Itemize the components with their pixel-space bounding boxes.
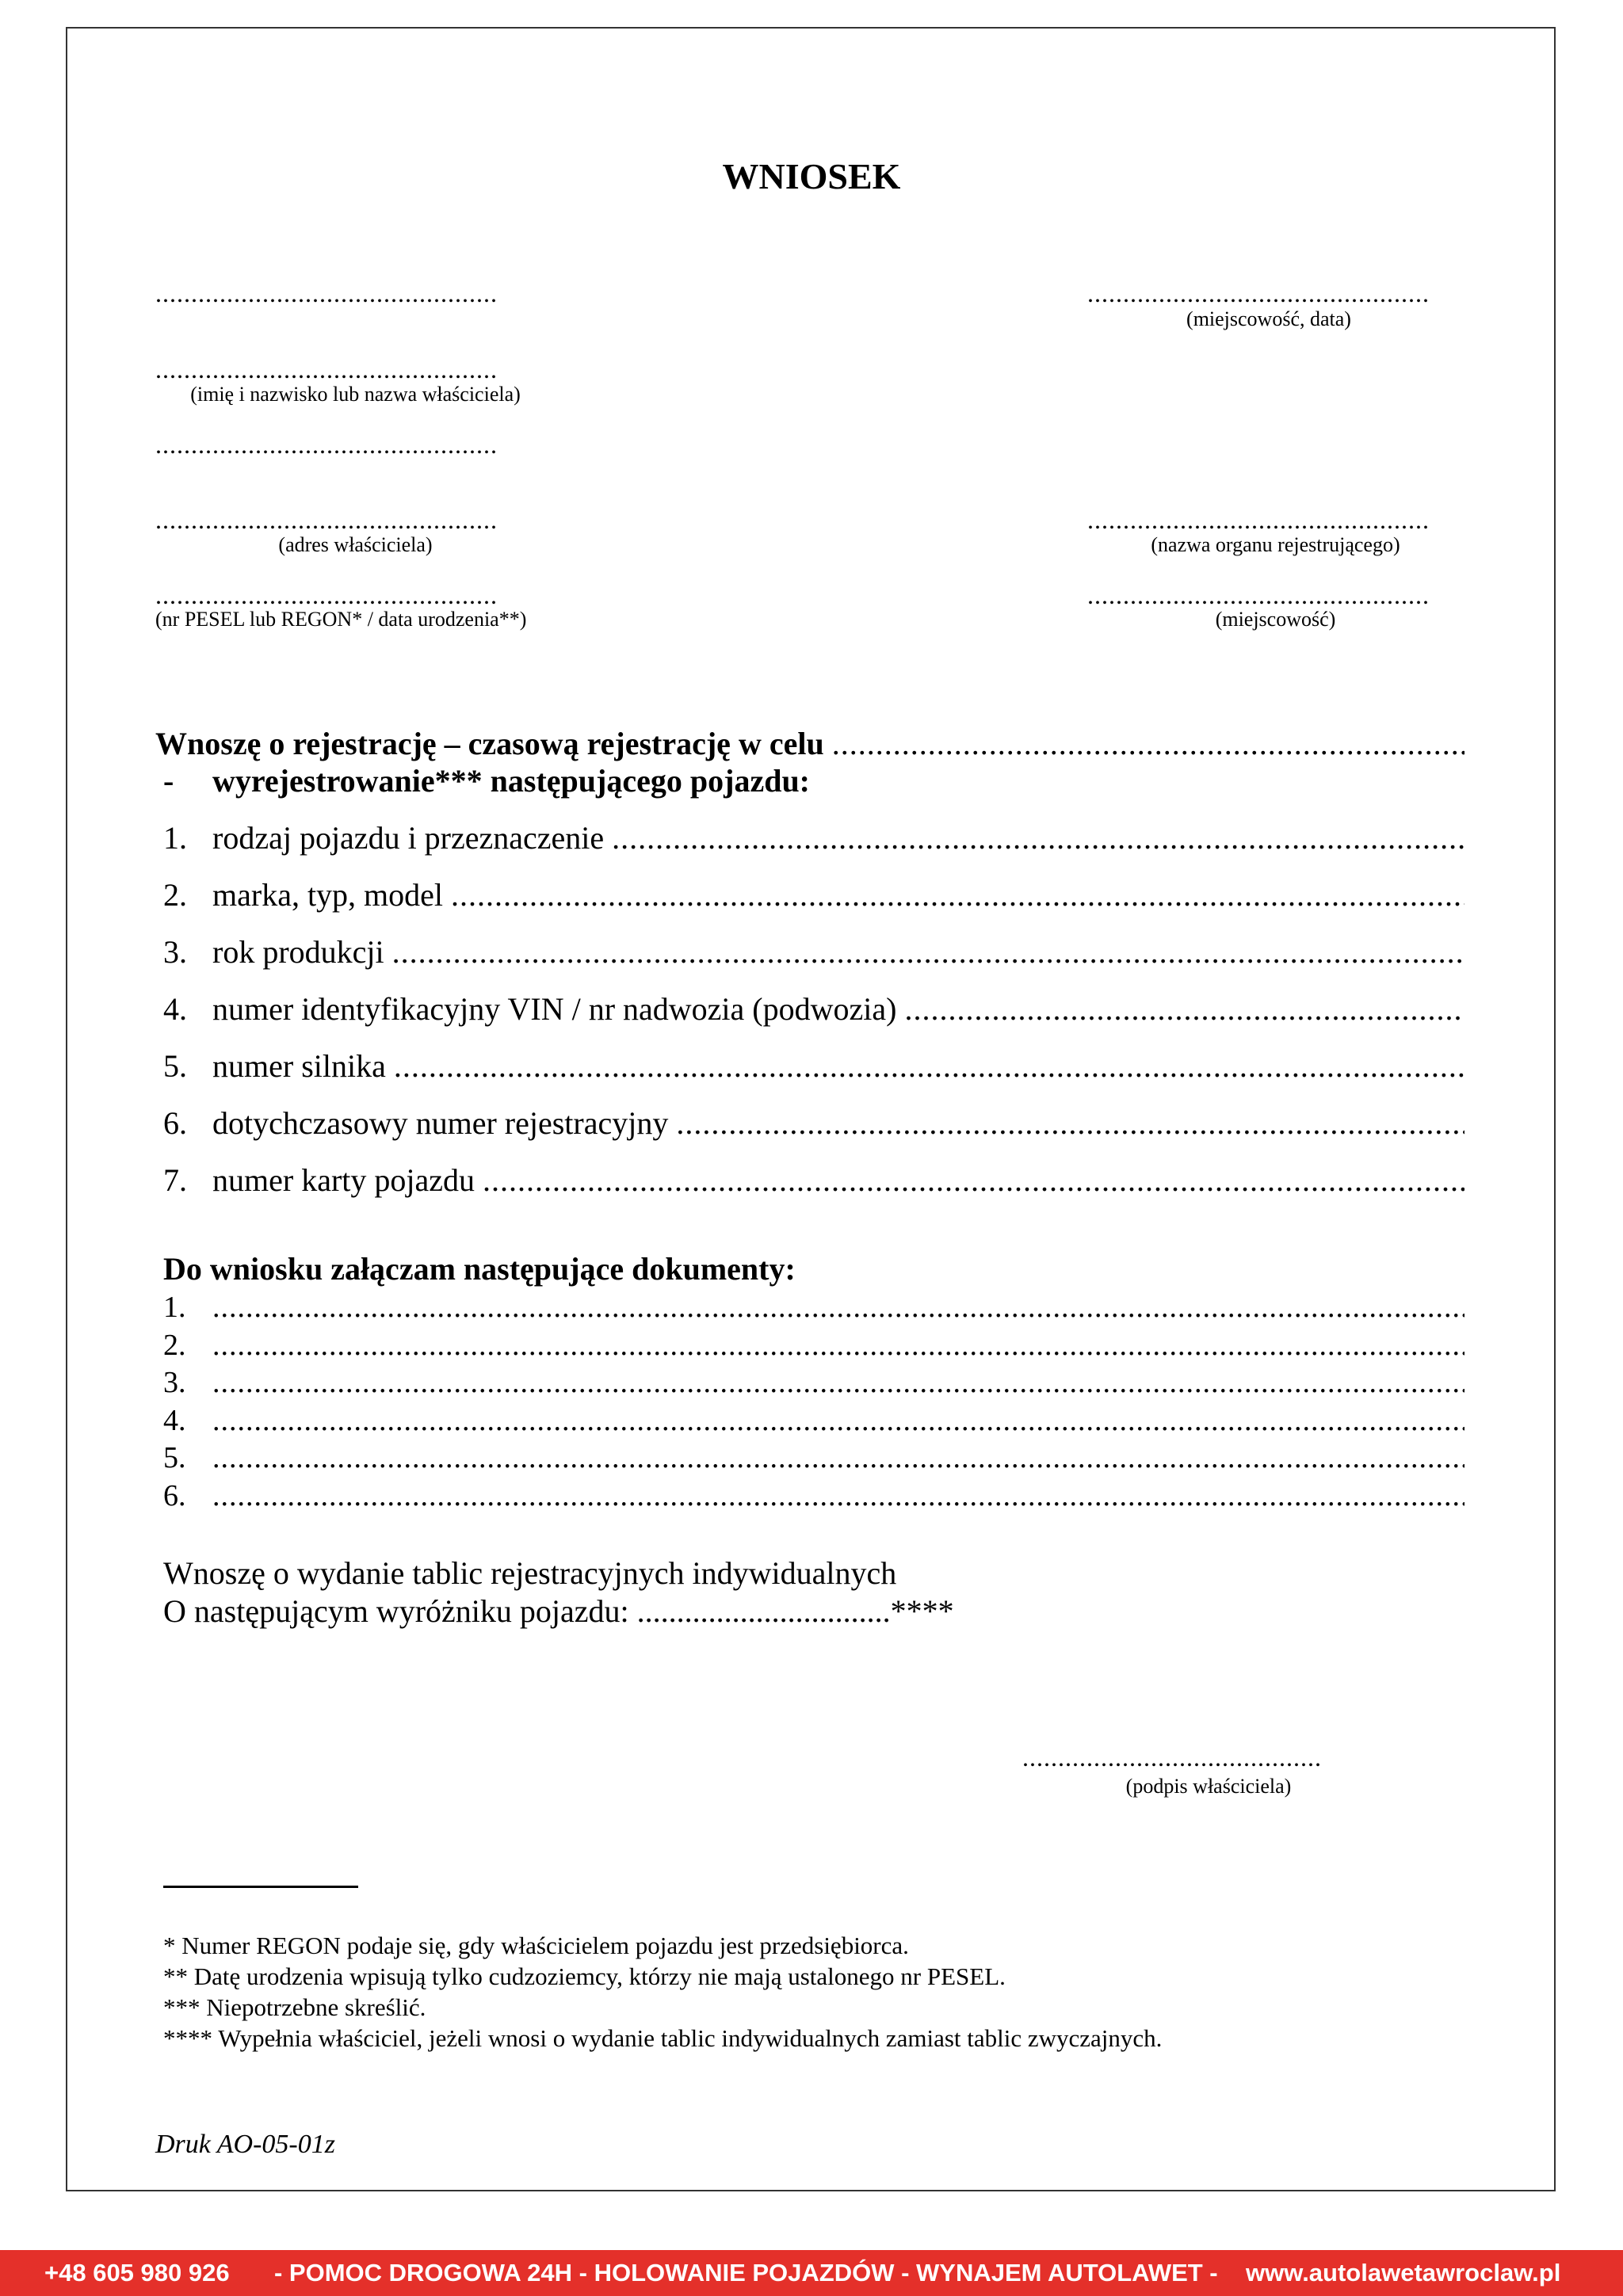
footnote: **** Wypełnia właściciel, jeżeli wnosi o wydanie tablic indywidualnych zamiast tablic zwyczajnych. <box>163 2024 1163 2052</box>
vehicle-field-input[interactable] <box>904 990 1465 1028</box>
vehicle-field-number: 3. <box>163 934 187 970</box>
vehicle-field-number: 6. <box>163 1105 187 1141</box>
signature-dots: .......................................... <box>1022 1743 1322 1772</box>
vehicle-field-row <box>163 819 1465 856</box>
banner-website[interactable]: www.autolawetawroclaw.pl <box>1246 2259 1561 2286</box>
vehicle-field-label: rok produkcji <box>212 934 384 970</box>
advertising-banner <box>0 2250 1623 2296</box>
attachment-row <box>163 1403 1465 1438</box>
vehicle-field-row <box>163 1104 1465 1142</box>
owner-address-dots: ................................................ <box>155 505 498 534</box>
request-subline-text: wyrejestrowanie*** następującego pojazdu: <box>212 763 811 799</box>
vehicle-field-label: marka, typ, model <box>212 877 444 913</box>
request-subline-bullet: - <box>163 763 174 799</box>
owner-address-caption: (adres właściciela) <box>278 533 433 556</box>
place-date-caption: (miejscowość, data) <box>1186 307 1351 330</box>
footnote-separator <box>163 1886 358 1888</box>
vehicle-field-input[interactable] <box>451 876 1465 913</box>
place-date-dots: ................................................ <box>1087 279 1430 307</box>
vehicle-field-label: numer silnika <box>212 1048 386 1084</box>
owner-line-1-dots: ................................................ <box>155 279 498 307</box>
vehicle-field-row <box>163 876 1465 913</box>
vehicle-field-input[interactable] <box>612 819 1465 856</box>
vehicle-field-input[interactable] <box>676 1104 1465 1142</box>
vehicle-field-label: numer identyfikacyjny VIN / nr nadwozia (podwozia) <box>212 991 897 1027</box>
attachment-row <box>163 1478 1465 1513</box>
vehicle-field-label: numer karty pojazdu <box>212 1162 475 1198</box>
plates-line-2: O następującym wyróżniku pojazdu: ................................**** <box>163 1593 954 1629</box>
footnote: ** Datę urodzenia wpisują tylko cudzoziemcy, którzy nie mają ustalonego nr PESEL. <box>163 1962 1006 1990</box>
vehicle-field-input[interactable] <box>483 1161 1465 1199</box>
banner-services: - POMOC DROGOWA 24H - HOLOWANIE POJAZDÓW - WYNAJEM AUTOLAWET - <box>274 2259 1218 2286</box>
vehicle-field-number: 1. <box>163 820 187 856</box>
request-line <box>155 725 1465 762</box>
attachment-number: 5. <box>163 1441 186 1474</box>
form-title: WNIOSEK <box>722 156 901 196</box>
owner-name-caption: (imię i nazwisko lub nazwa właściciela) <box>190 383 521 406</box>
owner-line-3-dots: ................................................ <box>155 430 498 459</box>
footnote: * Numer REGON podaje się, gdy właścicielem pojazdu jest przedsiębiorca. <box>163 1932 909 1959</box>
banner-phone[interactable]: +48 605 980 926 <box>44 2259 230 2286</box>
attachment-row <box>163 1290 1465 1325</box>
vehicle-field-label: rodzaj pojazdu i przeznaczenie <box>212 820 605 856</box>
vehicle-field-number: 7. <box>163 1162 187 1198</box>
authority-dots: ................................................ <box>1087 505 1430 534</box>
owner-name-dots: ................................................ <box>155 355 498 383</box>
plates-line-1: Wnoszę o wydanie tablic rejestracyjnych indywidualnych <box>163 1555 897 1591</box>
vehicle-field-input[interactable] <box>392 933 1465 971</box>
request-subline <box>163 762 1465 799</box>
attachments-heading: Do wniosku załączam następujące dokumenty: <box>163 1251 796 1287</box>
attachment-row <box>163 1365 1465 1400</box>
vehicle-field-row <box>163 933 1465 971</box>
pesel-regon-dots: ................................................ <box>155 581 498 609</box>
form-code: Druk AO-05-01z <box>155 2130 335 2159</box>
attachment-number: 2. <box>163 1328 186 1362</box>
attachment-input[interactable] <box>212 1365 1465 1400</box>
attachment-input[interactable] <box>212 1478 1465 1513</box>
attachment-input[interactable] <box>212 1403 1465 1438</box>
vehicle-field-row <box>163 990 1465 1028</box>
vehicle-field-number: 5. <box>163 1048 187 1084</box>
place-dots: ................................................ <box>1087 581 1430 609</box>
vehicle-field-row <box>163 1047 1465 1085</box>
attachment-input[interactable] <box>212 1290 1465 1325</box>
attachment-input[interactable] <box>212 1440 1465 1475</box>
signature-caption: (podpis właściciela) <box>1125 1775 1292 1798</box>
pesel-regon-caption: (nr PESEL lub REGON* / data urodzenia**) <box>155 608 527 631</box>
attachment-number: 3. <box>163 1366 186 1399</box>
place-caption: (miejscowość) <box>1215 608 1336 631</box>
attachment-number: 6. <box>163 1478 186 1512</box>
request-line-text: Wnoszę o rejestrację – czasową rejestrację w celu <box>155 726 824 761</box>
attachment-row <box>163 1440 1465 1475</box>
attachment-number: 4. <box>163 1403 186 1437</box>
attachment-input[interactable] <box>212 1328 1465 1363</box>
authority-caption: (nazwa organu rejestrującego) <box>1151 533 1400 556</box>
footnote: *** Niepotrzebne skreślić. <box>163 1993 426 2021</box>
vehicle-field-input[interactable] <box>394 1047 1465 1085</box>
attachment-row <box>163 1328 1465 1363</box>
vehicle-field-label: dotychczasowy numer rejestracyjny <box>212 1105 669 1141</box>
attachment-number: 1. <box>163 1291 186 1324</box>
vehicle-field-number: 2. <box>163 877 187 913</box>
vehicle-field-row <box>163 1161 1465 1199</box>
vehicle-field-number: 4. <box>163 991 187 1027</box>
